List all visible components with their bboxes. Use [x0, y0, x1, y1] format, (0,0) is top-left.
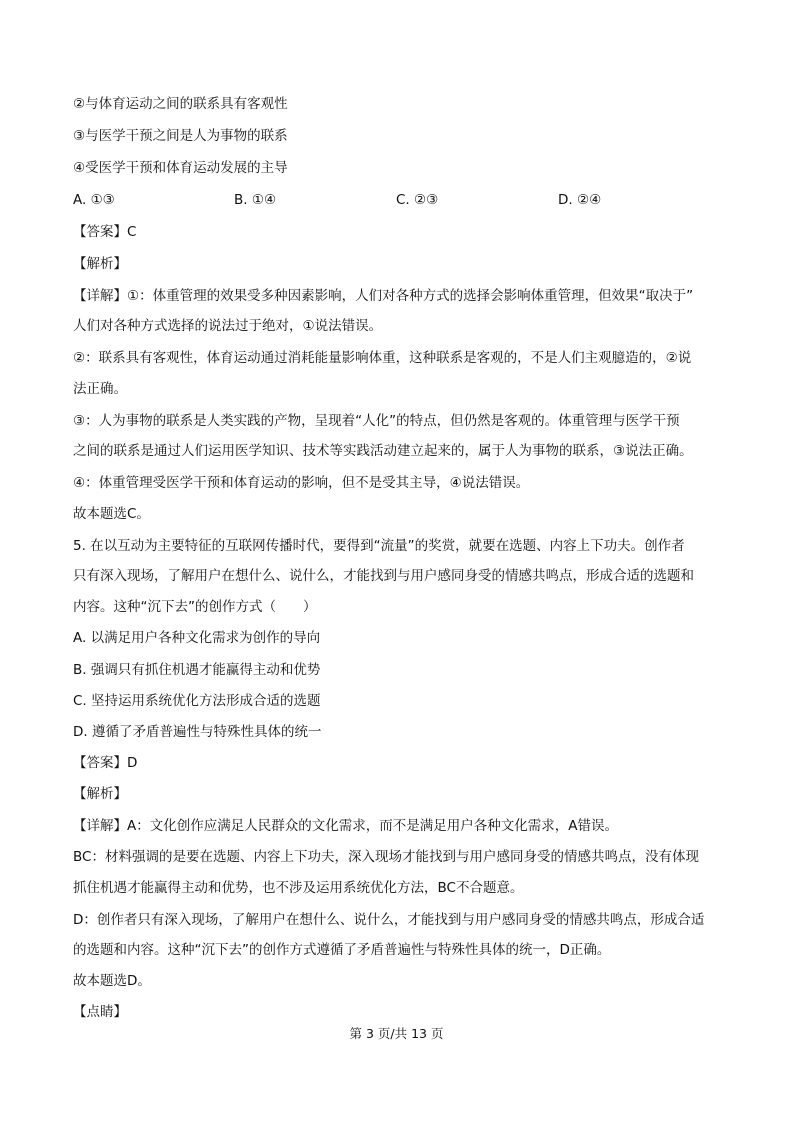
- q4-option-a: A. ①③: [73, 192, 115, 208]
- q4-options: [73, 190, 713, 210]
- q4-option-c: C. ②③: [396, 192, 439, 208]
- page-footer: 第 3 页/共 13 页: [349, 1026, 444, 1041]
- q4-detail-line: ③：人为事物的联系是人类实践的产物，呈现着“人化”的特点，但仍然是客观的。体重管理与医学干预: [73, 413, 680, 429]
- q5-comment-label: 【点睛】: [73, 1004, 127, 1020]
- q5-detail-line: D：创作者只有深入现场，了解用户在想什么、说什么，才能找到与用户感同身受的情感共鸣点，形成合适: [73, 912, 705, 928]
- q4-answer: 【答案】C: [73, 224, 137, 240]
- q4-statement-2: ②与体育运动之间的联系具有客观性: [73, 96, 288, 112]
- q5-option-a: A. 以满足用户各种文化需求为创作的导向: [73, 630, 321, 646]
- q5-detail-line: 抓住机遇才能赢得主动和优势，也不涉及运用系统优化方法，BC不合题意。: [73, 880, 524, 896]
- q5-stem-line: 内容。这种“沉下去”的创作方式（ ）: [73, 599, 317, 615]
- q5-conclusion: 故本题选D。: [73, 973, 151, 989]
- q4-statement-4: ④受医学干预和体育运动发展的主导: [73, 160, 288, 176]
- q4-option-b: B. ①④: [234, 192, 277, 208]
- q5-stem-line: 只有深入现场，了解用户在想什么、说什么，才能找到与用户感同身受的情感共鸣点，形成合适的选题和: [73, 568, 694, 584]
- q5-detail-line: BC：材料强调的是要在选题、内容上下功夫，深入现场才能找到与用户感同身受的情感共鸣点，没有体现: [73, 849, 699, 865]
- q5-analysis-label: 【解析】: [73, 786, 127, 802]
- q5-stem-line: 5. 在以互动为主要特征的互联网传播时代，要得到“流量”的奖赏，就要在选题、内容上下功夫。创作者: [73, 538, 685, 554]
- q4-option-d: D. ②④: [558, 192, 602, 208]
- q5-option-c: C. 坚持运用系统优化方法形成合适的选题: [73, 693, 321, 709]
- q4-analysis-label: 【解析】: [73, 256, 127, 272]
- q4-detail-line: 【详解】①：体重管理的效果受多种因素影响，人们对各种方式的选择会影响体重管理，但效果“取决于”: [73, 288, 694, 304]
- q4-detail-line: 法正确。: [73, 381, 127, 397]
- q4-conclusion: 故本题选C。: [73, 506, 150, 522]
- q4-detail-line: 之间的联系是通过人们运用医学知识、技术等实践活动建立起来的，属于人为事物的联系，③说法正确。: [73, 443, 693, 459]
- q5-answer: 【答案】D: [73, 755, 138, 771]
- q5-detail-line: 的选题和内容。这种“沉下去”的创作方式遵循了矛盾普遍性与特殊性具体的统一，D正确。: [73, 942, 611, 958]
- q4-detail-line: ④：体重管理受医学干预和体育运动的影响，但不是受其主导，④说法错误。: [73, 475, 530, 491]
- q5-detail-line: 【详解】A：文化创作应满足人民群众的文化需求，而不是满足用户各种文化需求，A错误。: [73, 818, 618, 834]
- q4-detail-line: 人们对各种方式选择的说法过于绝对，①说法错误。: [73, 318, 383, 334]
- q4-statement-3: ③与医学干预之间是人为事物的联系: [73, 128, 288, 144]
- q5-option-d: D. 遵循了矛盾普遍性与特殊性具体的统一: [73, 724, 322, 740]
- q4-detail-line: ②：联系具有客观性，体育运动通过消耗能量影响体重，这种联系是客观的，不是人们主观臆造的，②说: [73, 350, 692, 366]
- q5-option-b: B. 强调只有抓住机遇才能赢得主动和优势: [73, 662, 321, 678]
